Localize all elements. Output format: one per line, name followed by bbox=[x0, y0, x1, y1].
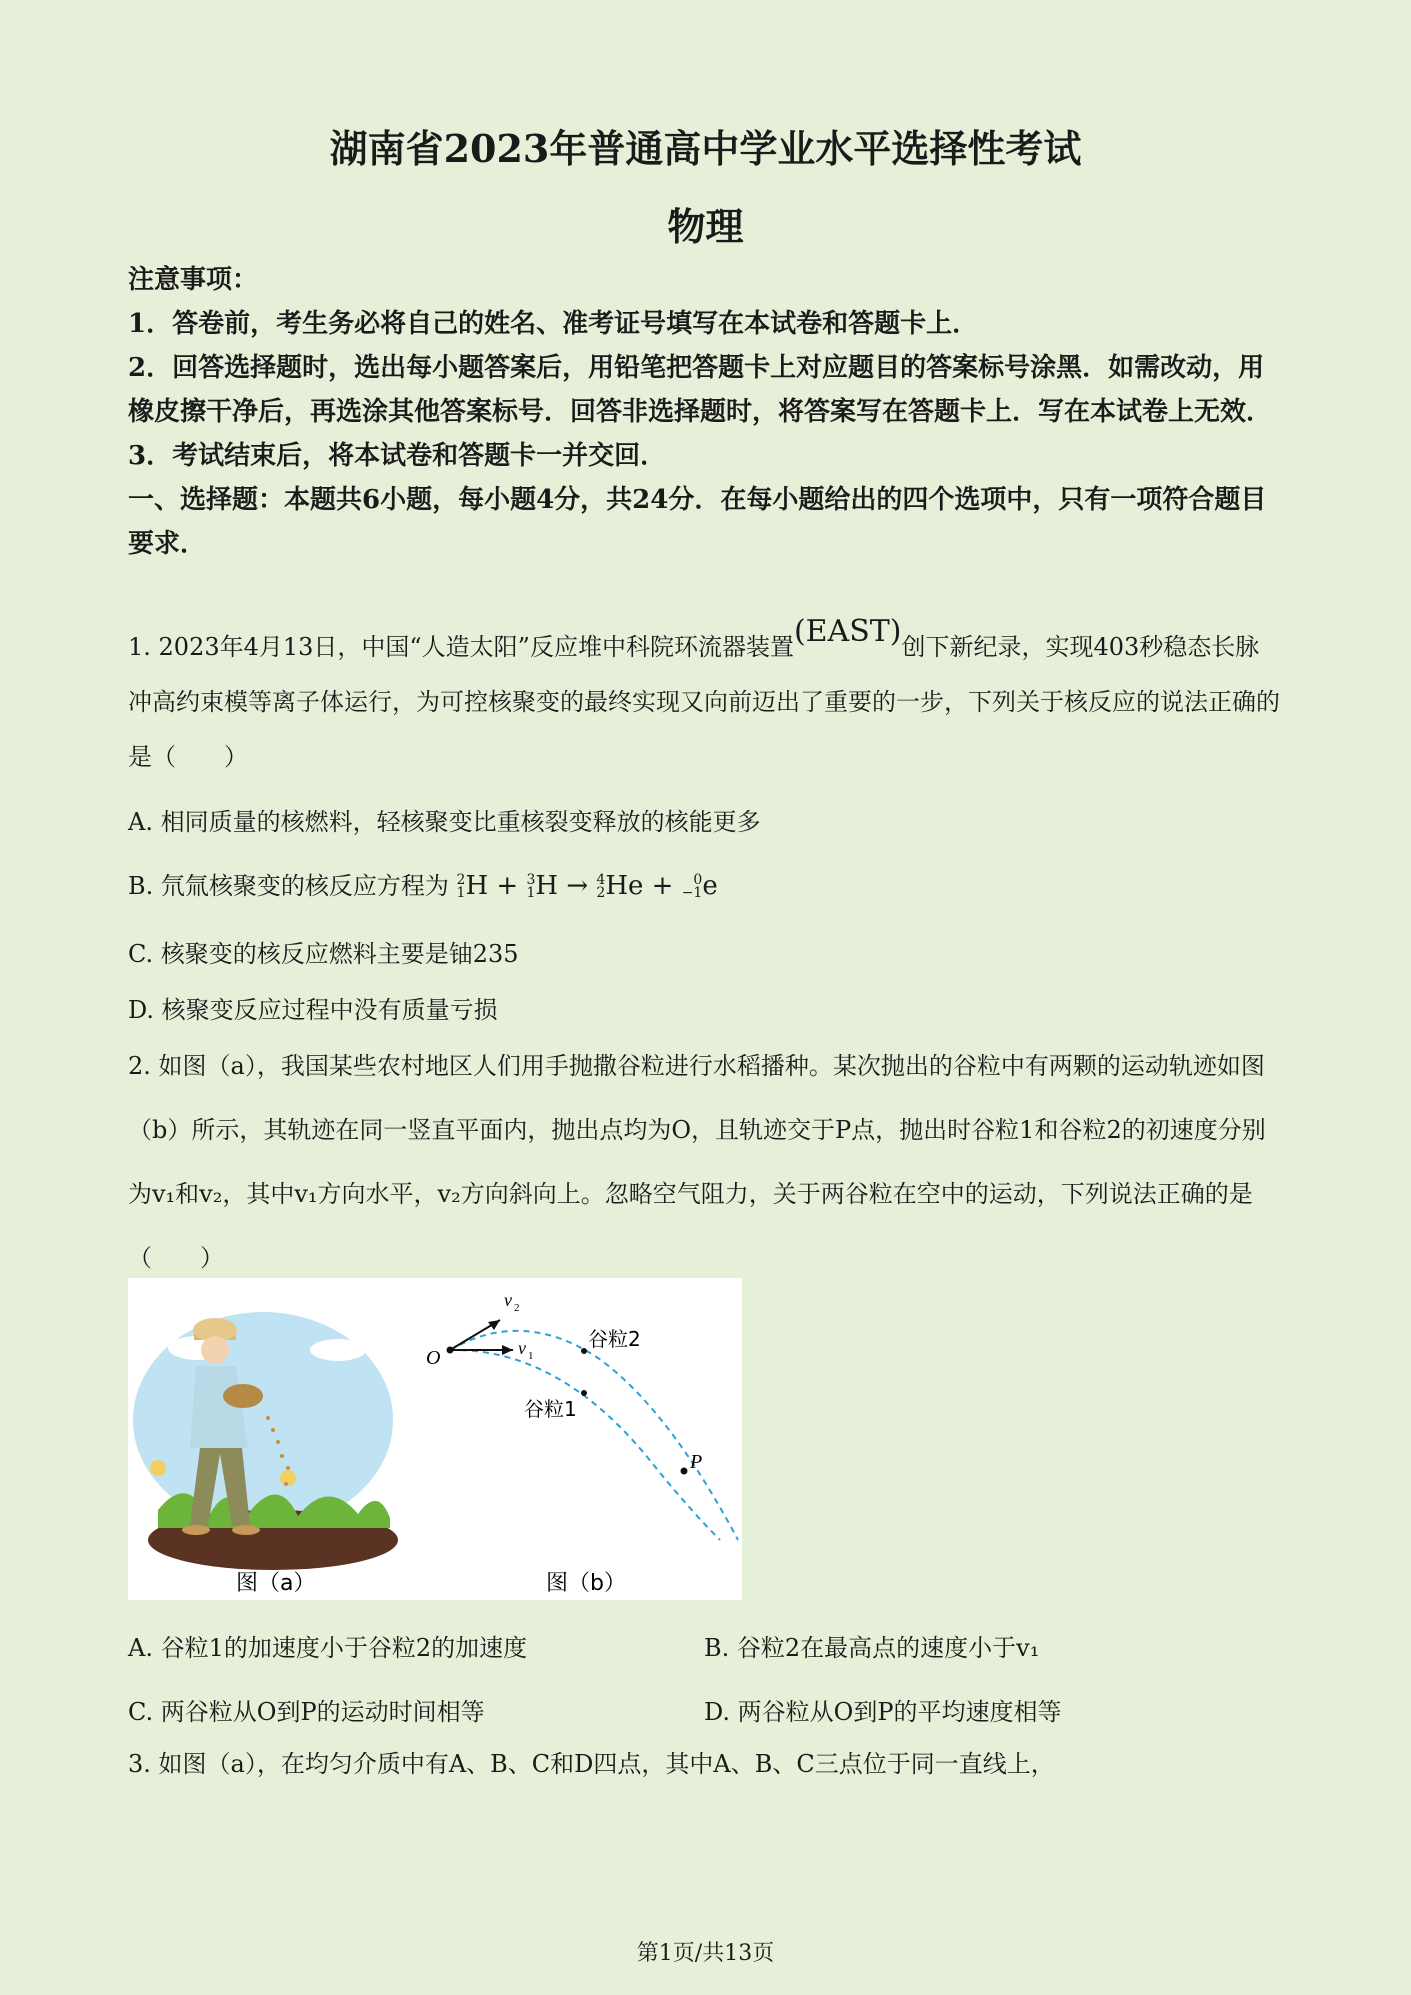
trajectory-grain-2 bbox=[450, 1331, 738, 1540]
point-o bbox=[447, 1347, 454, 1354]
grain-1-dot bbox=[581, 1390, 587, 1396]
point-p bbox=[681, 1468, 688, 1475]
notes-item: 2．回答选择题时，选出每小题答案后，用铅笔把答题卡上对应题目的答案标号涂黑．如需改动，用橡皮擦干净后，再选涂其他答案标号．回答非选择题时，将答案写在答题卡上．写在本试卷上无效． bbox=[128, 353, 1273, 427]
notes-block bbox=[128, 258, 1282, 566]
q2-option-d: D. 两谷粒从O到P的平均速度相等 bbox=[704, 1698, 1062, 1726]
question-2-stem: 2. 如图（a），我国某些农村地区人们用手抛撒谷粒进行水稻播种。某次抛出的谷粒中有两颗的运动轨迹如图（b）所示，其轨迹在同一竖直平面内，抛出点均为O，且轨迹交于P点，抛出时谷粒1和谷粒2的初速度分别为v₁和v₂，其中v₁方向水平，v₂方向斜向上。忽略空气阻力，关于两谷粒在空中的运动，下列说法正确的是（ ） bbox=[128, 1052, 1266, 1272]
trajectory-diagram bbox=[426, 1290, 738, 1540]
grain-2-dot bbox=[581, 1348, 587, 1354]
label-v1: v bbox=[518, 1338, 526, 1358]
notes-item: 1．答卷前，考生务必将自己的姓名、准考证号填写在本试卷和答题卡上． bbox=[128, 309, 979, 339]
q2-option-c: C. 两谷粒从O到P的运动时间相等 bbox=[128, 1698, 485, 1726]
page-footer: 第1页/共13页 bbox=[636, 1941, 775, 1966]
v1-arrowhead bbox=[502, 1345, 513, 1355]
subject-title: 物理 bbox=[667, 204, 744, 249]
section-heading: 一、选择题：本题共6小题，每小题4分，共24分．在每小题给出的四个选项中，只有一项符合题目要求． bbox=[128, 485, 1267, 559]
exam-title: 湖南省2023年普通高中学业水平选择性考试 bbox=[329, 126, 1082, 171]
q2-figure-svg bbox=[128, 1278, 742, 1600]
q1-option-b bbox=[128, 866, 718, 901]
q1-option-c: C. 核聚变的核反应燃料主要是铀235 bbox=[128, 940, 519, 968]
q1-equation: 2 1H + 3 1H → 4 2He + 0 −1e bbox=[456, 871, 718, 901]
notes-heading: 注意事项： bbox=[128, 265, 259, 295]
q1-stem-east: (EAST) bbox=[793, 614, 902, 649]
q1-option-b-text: B. 氘氚核聚变的核反应方程为 bbox=[128, 872, 449, 900]
farmer-illustration bbox=[133, 1312, 398, 1570]
question-1-stem bbox=[128, 614, 1282, 785]
q1-stem-a: 1. 2023年4月13日，中国“人造太阳”反应堆中科院环流器装置 bbox=[128, 633, 794, 661]
q1-option-d: D. 核聚变反应过程中没有质量亏损 bbox=[128, 996, 498, 1024]
q2-figure bbox=[128, 1278, 742, 1600]
notes-item: 3．考试结束后，将本试卷和答题卡一并交回． bbox=[128, 441, 667, 471]
figure-b-caption: 图（b） bbox=[546, 1571, 626, 1596]
label-v1-sub: 1 bbox=[528, 1350, 534, 1362]
figure-a-caption: 图（a） bbox=[236, 1571, 316, 1596]
q2-option-b: B. 谷粒2在最高点的速度小于v₁ bbox=[704, 1634, 1040, 1662]
question-3-stem: 3. 如图（a），在均匀介质中有A、B、C和D四点，其中A、B、C三点位于同一直线上， bbox=[128, 1750, 1055, 1778]
label-v2: v bbox=[504, 1290, 512, 1310]
label-v2-sub: 2 bbox=[514, 1302, 520, 1314]
label-o: O bbox=[426, 1347, 441, 1369]
label-grain-1: 谷粒1 bbox=[524, 1397, 577, 1421]
q1-option-a: A. 相同质量的核燃料，轻核聚变比重核裂变释放的核能更多 bbox=[128, 808, 761, 836]
q2-option-a: A. 谷粒1的加速度小于谷粒2的加速度 bbox=[128, 1634, 528, 1662]
label-p: P bbox=[690, 1451, 703, 1473]
label-grain-2: 谷粒2 bbox=[588, 1327, 641, 1351]
q1-stem-b: 创下新纪录，实现403秒稳态长脉冲高约束模等离子体运行，为可控核聚变的最终实现又向前迈出了重要的一步，下列关于核反应的说法正确的是（ ） bbox=[128, 633, 1280, 771]
